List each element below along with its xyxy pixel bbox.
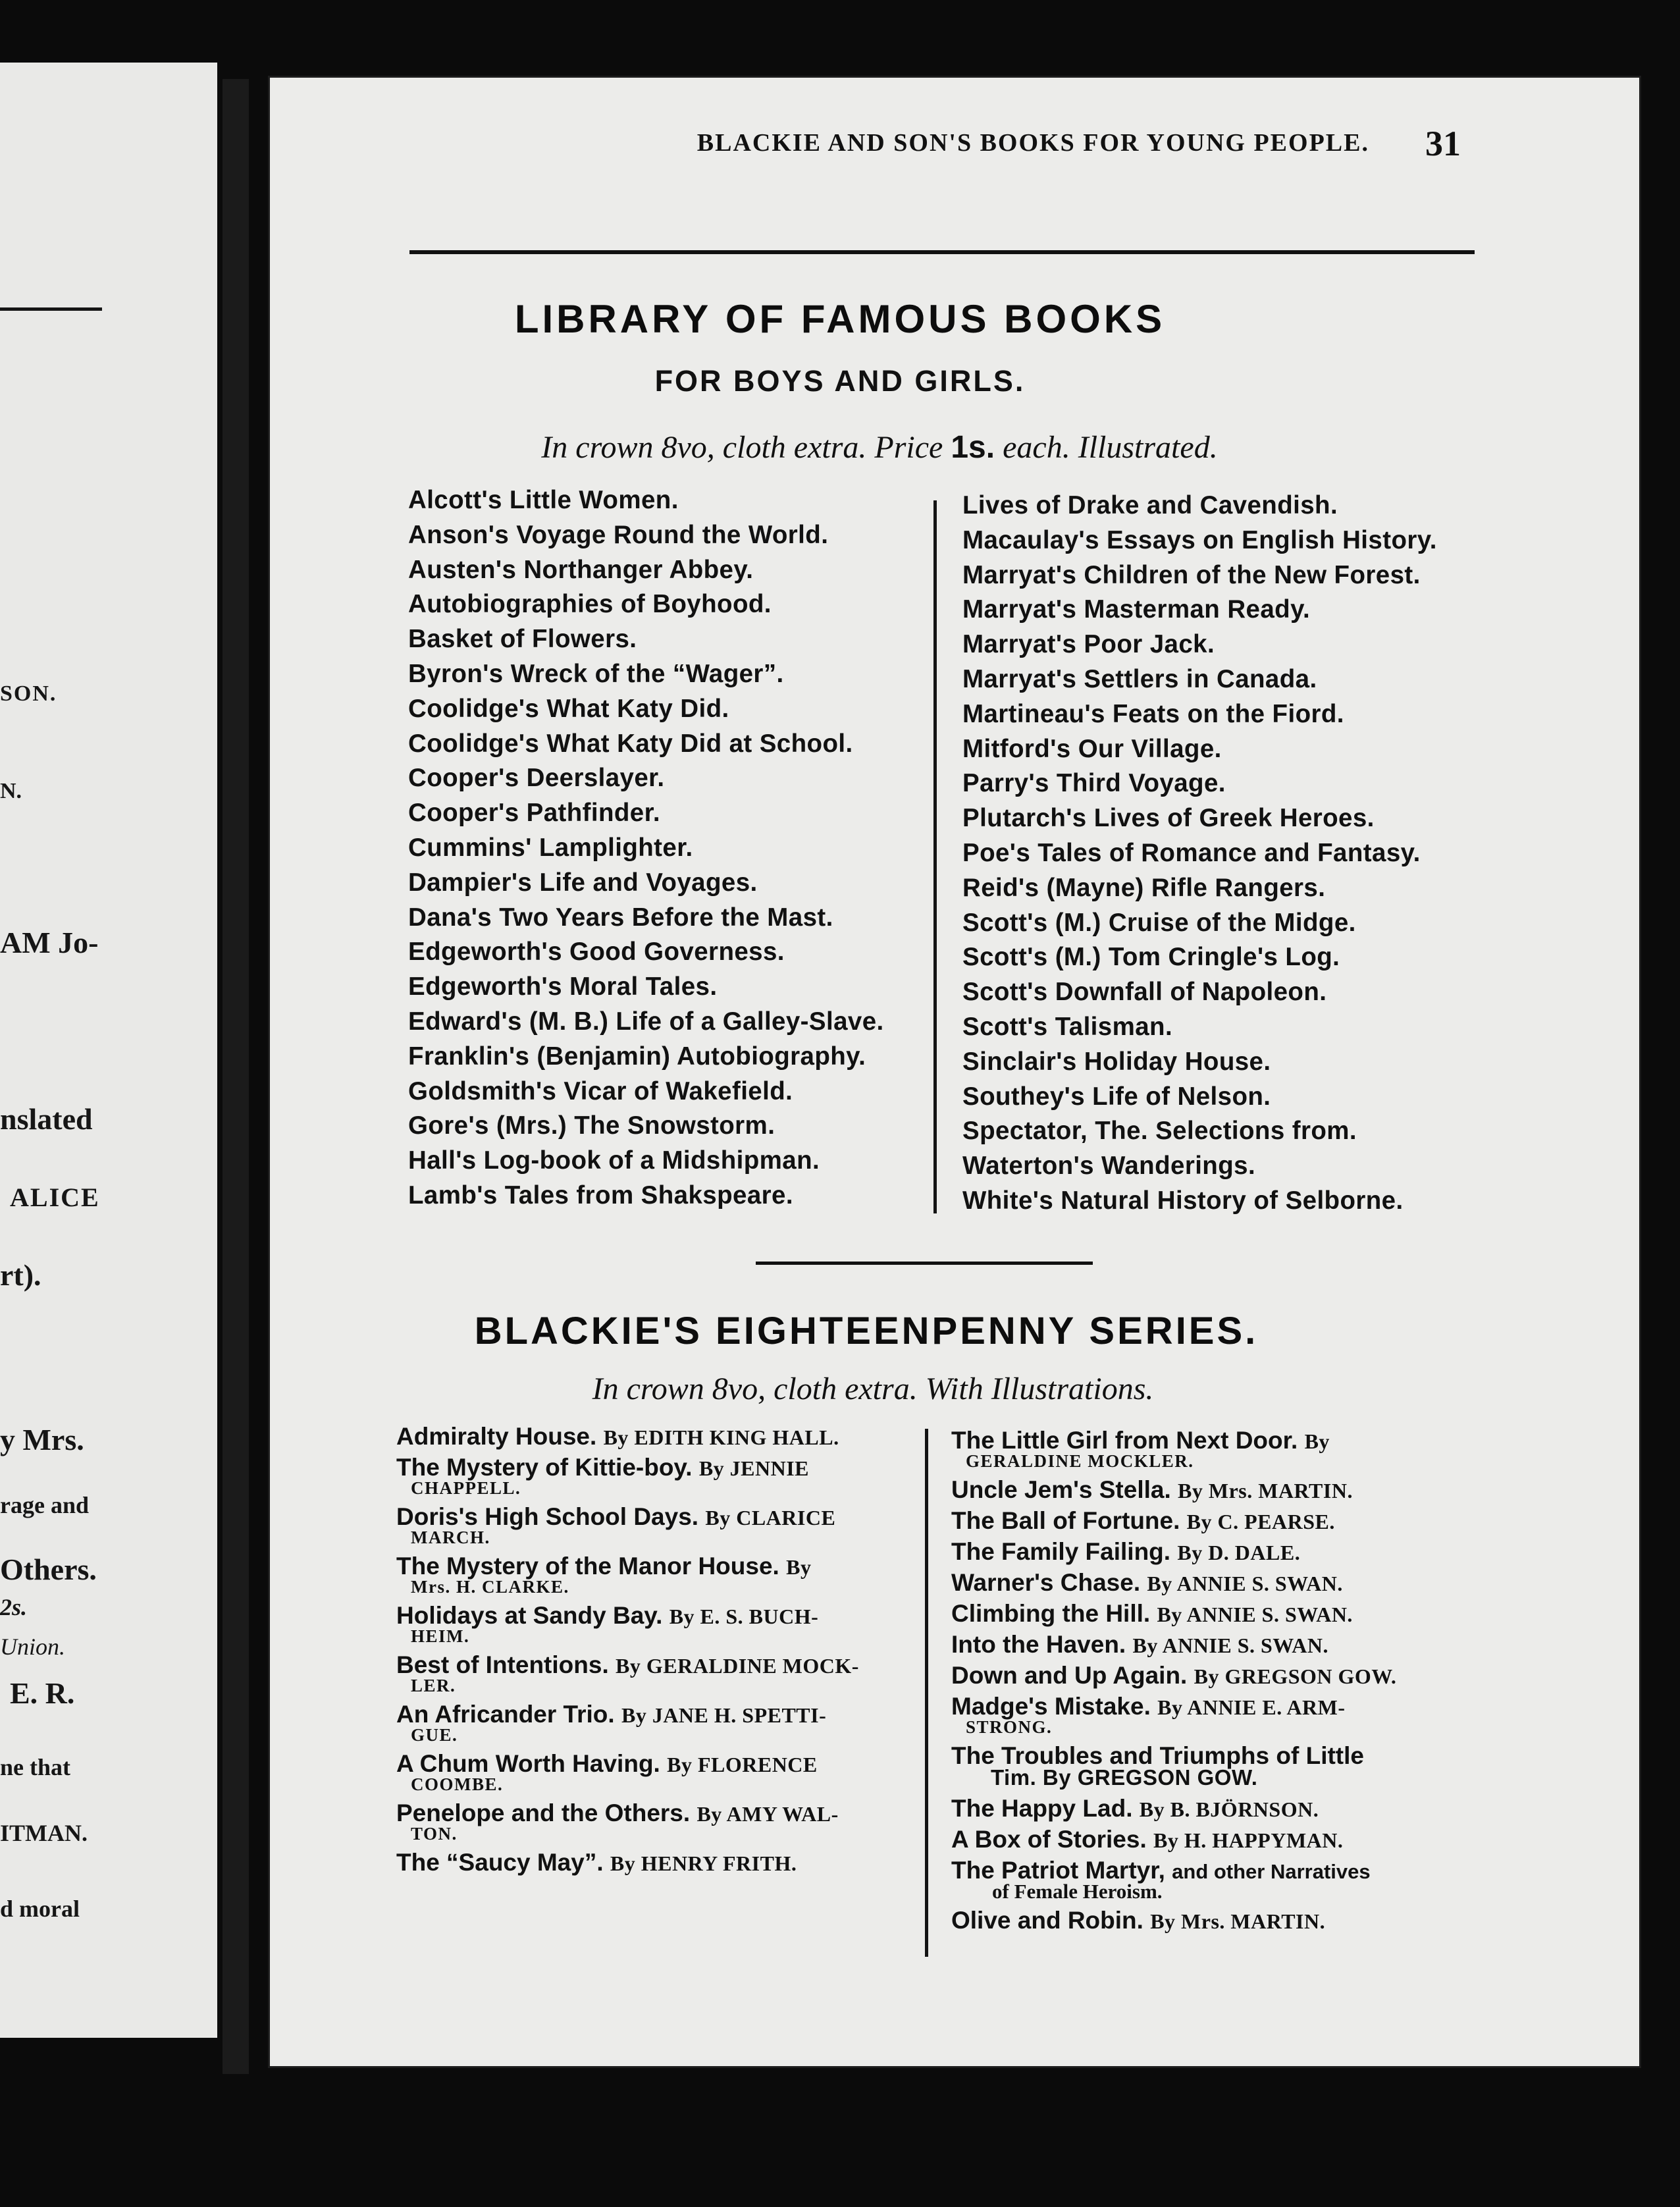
book-title: Basket of Flowers. bbox=[408, 625, 637, 654]
header-rule bbox=[409, 250, 1475, 254]
eighteenpenny-left-column bbox=[396, 1423, 859, 1883]
entry-author: By CLARICE bbox=[705, 1506, 836, 1529]
fragment: 2s. bbox=[0, 1594, 28, 1620]
book-title: Parry's Third Voyage. bbox=[962, 769, 1226, 798]
book-title: Scott's (M.) Cruise of the Midge. bbox=[962, 908, 1356, 937]
entry-author: By JENNIE bbox=[698, 1456, 810, 1480]
book-title: Plutarch's Lives of Greek Heroes. bbox=[962, 804, 1375, 833]
fragment: rt). bbox=[0, 1258, 41, 1292]
series-entry bbox=[951, 1600, 1396, 1627]
entry-title: The Mystery of Kittie-boy. bbox=[396, 1454, 693, 1481]
fragment: SON. bbox=[0, 681, 57, 706]
book-title: Goldsmith's Vicar of Wakefield. bbox=[408, 1077, 793, 1105]
entry-title: Warner's Chase. bbox=[951, 1569, 1141, 1596]
fragment: ITMAN. bbox=[0, 1820, 88, 1846]
entry-title: The Happy Lad. bbox=[951, 1795, 1133, 1822]
book-title: Cummins' Lamplighter. bbox=[408, 833, 693, 862]
book-title: Marryat's Children of the New Forest. bbox=[962, 560, 1421, 589]
entry-title: Down and Up Again. bbox=[951, 1662, 1188, 1689]
entry-title: The Mystery of the Manor House. bbox=[396, 1553, 779, 1580]
book-title: Franklin's (Benjamin) Autobiography. bbox=[408, 1042, 866, 1071]
series-entry bbox=[951, 1742, 1396, 1790]
price: 1s. bbox=[951, 430, 995, 465]
fragment: E. R. bbox=[10, 1676, 75, 1710]
fragment: ALICE bbox=[10, 1183, 100, 1212]
entry-title: Best of Intentions. bbox=[396, 1651, 609, 1678]
fragment: N. bbox=[0, 779, 22, 803]
series-entry bbox=[951, 1538, 1396, 1565]
entry-continuation: GERALDINE MOCKLER. bbox=[966, 1451, 1194, 1471]
book-title: Marryat's Poor Jack. bbox=[962, 630, 1215, 659]
entry-author: By JANE H. SPETTI- bbox=[621, 1703, 827, 1727]
fragment: ne that bbox=[0, 1754, 70, 1780]
book-title: Anson's Voyage Round the World. bbox=[408, 520, 829, 549]
book-title: Alcott's Little Women. bbox=[408, 486, 679, 514]
entry-author: and other Narratives bbox=[1172, 1860, 1371, 1883]
book-title: Coolidge's What Katy Did at School. bbox=[408, 729, 853, 758]
entry-author: By ANNIE E. ARM- bbox=[1157, 1695, 1346, 1719]
entry-title: Madge's Mistake. bbox=[951, 1693, 1151, 1720]
entry-author: By H. HAPPYMAN. bbox=[1153, 1828, 1344, 1852]
series-entry bbox=[396, 1454, 859, 1498]
page-number: 31 bbox=[1425, 124, 1461, 163]
entry-author: By Mrs. MARTIN. bbox=[1150, 1909, 1326, 1933]
entry-title: The Family Failing. bbox=[951, 1538, 1171, 1565]
book-title: Hall's Log-book of a Midshipman. bbox=[408, 1146, 820, 1175]
book-title: White's Natural History of Selborne. bbox=[962, 1186, 1404, 1215]
fragment: rage and bbox=[0, 1492, 89, 1518]
entry-title: Admiralty House. bbox=[396, 1423, 597, 1450]
eighteenpenny-format-note: In crown 8vo, cloth extra. With Illustrations. bbox=[592, 1371, 1154, 1406]
book-title: Lamb's Tales from Shakspeare. bbox=[408, 1181, 793, 1210]
library-format-note bbox=[39, 429, 1680, 465]
entry-title: Uncle Jem's Stella. bbox=[951, 1476, 1171, 1503]
entry-continuation: STRONG. bbox=[966, 1717, 1053, 1737]
eighteenpenny-right-column bbox=[951, 1427, 1397, 1941]
entry-title: An Africander Trio. bbox=[396, 1701, 615, 1728]
series-entry bbox=[951, 1693, 1396, 1737]
series-entry bbox=[951, 1907, 1396, 1934]
entry-title: The “Saucy May”. bbox=[396, 1849, 604, 1876]
entry-continuation: MARCH. bbox=[411, 1528, 490, 1547]
entry-continuation: LER. bbox=[411, 1676, 456, 1695]
entry-author: By HENRY FRITH. bbox=[610, 1851, 797, 1875]
book-title: Marryat's Settlers in Canada. bbox=[962, 664, 1317, 693]
entry-author: By FLORENCE bbox=[667, 1753, 818, 1776]
entry-continuation: HEIM. bbox=[411, 1626, 470, 1646]
series-entry bbox=[951, 1631, 1396, 1658]
library-title: LIBRARY OF FAMOUS BOOKS bbox=[514, 297, 1166, 341]
book-title: Gore's (Mrs.) The Snowstorm. bbox=[408, 1111, 775, 1140]
entry-author: By EDITH KING HALL. bbox=[603, 1425, 839, 1449]
series-entry bbox=[396, 1602, 859, 1646]
book-title: Autobiographies of Boyhood. bbox=[408, 590, 772, 619]
book-title: Martineau's Feats on the Fiord. bbox=[962, 699, 1344, 728]
book-title: Cooper's Pathfinder. bbox=[408, 799, 660, 828]
entry-title: Penelope and the Others. bbox=[396, 1799, 691, 1826]
entry-title: Doris's High School Days. bbox=[396, 1503, 699, 1530]
book-title: Edward's (M. B.) Life of a Galley-Slave. bbox=[408, 1007, 884, 1036]
book-title: Austen's Northanger Abbey. bbox=[408, 555, 754, 584]
series-entry bbox=[396, 1799, 859, 1844]
series-entry bbox=[396, 1651, 859, 1695]
entry-continuation: GUE. bbox=[411, 1725, 458, 1745]
format-note-pre: In crown 8vo, cloth extra. Price bbox=[541, 430, 943, 465]
fragment: d moral bbox=[0, 1896, 80, 1922]
book-title: Edgeworth's Moral Tales. bbox=[408, 972, 718, 1001]
series-entry bbox=[396, 1553, 859, 1597]
entry-continuation: Tim. By GREGSON GOW. bbox=[991, 1765, 1258, 1790]
entry-author: By E. S. BUCH- bbox=[669, 1605, 819, 1628]
fragment: Union. bbox=[0, 1634, 65, 1660]
series-entry bbox=[396, 1701, 859, 1745]
book-title: Poe's Tales of Romance and Fantasy. bbox=[962, 838, 1421, 867]
column-divider bbox=[933, 500, 937, 1213]
entry-title: The Little Girl from Next Door. bbox=[951, 1427, 1298, 1454]
series-entry bbox=[951, 1795, 1396, 1822]
series-entry bbox=[951, 1569, 1396, 1596]
entry-title: A Chum Worth Having. bbox=[396, 1750, 660, 1777]
library-left-column bbox=[408, 483, 884, 1213]
format-note-post: each. Illustrated. bbox=[1003, 430, 1218, 465]
section-rule bbox=[756, 1262, 1093, 1265]
series-entry bbox=[396, 1503, 859, 1547]
entry-continuation: CHAPPELL. bbox=[411, 1478, 521, 1498]
book-title: Edgeworth's Good Governess. bbox=[408, 938, 785, 967]
series-entry bbox=[396, 1750, 859, 1794]
column-divider bbox=[925, 1429, 928, 1957]
book-title: Mitford's Our Village. bbox=[962, 734, 1222, 763]
entry-title: Holidays at Sandy Bay. bbox=[396, 1602, 663, 1629]
book-title: Cooper's Deerslayer. bbox=[408, 764, 665, 793]
series-entry bbox=[396, 1423, 859, 1450]
book-title: Scott's (M.) Tom Cringle's Log. bbox=[962, 943, 1340, 972]
fragment: AM Jo- bbox=[0, 926, 99, 959]
book-title: Macaulay's Essays on English History. bbox=[962, 525, 1437, 554]
series-entry bbox=[396, 1849, 859, 1876]
entry-author: By C. PEARSE. bbox=[1186, 1510, 1335, 1533]
entry-author: By Mrs. MARTIN. bbox=[1178, 1479, 1353, 1502]
entry-title: Olive and Robin. bbox=[951, 1907, 1143, 1934]
book-title: Dampier's Life and Voyages. bbox=[408, 868, 758, 897]
fragment: y Mrs. bbox=[0, 1423, 84, 1456]
series-entry bbox=[951, 1476, 1396, 1503]
book-title: Lives of Drake and Cavendish. bbox=[962, 491, 1338, 519]
entry-author: By AMY WAL- bbox=[696, 1802, 839, 1826]
book-title: Scott's Talisman. bbox=[962, 1012, 1173, 1041]
entry-continuation: of Female Heroism. bbox=[992, 1880, 1163, 1903]
series-entry bbox=[951, 1662, 1397, 1689]
book-title: Spectator, The. Selections from. bbox=[962, 1117, 1357, 1146]
book-title: Dana's Two Years Before the Mast. bbox=[408, 903, 833, 932]
book-title: Scott's Downfall of Napoleon. bbox=[962, 978, 1327, 1007]
entry-continuation: COOMBE. bbox=[411, 1774, 504, 1794]
entry-title: Into the Haven. bbox=[951, 1631, 1126, 1658]
fragment: nslated bbox=[0, 1102, 93, 1136]
entry-author: By ANNIE S. SWAN. bbox=[1157, 1603, 1353, 1626]
library-subtitle: FOR BOYS AND GIRLS. bbox=[654, 364, 1026, 398]
entry-title: The Ball of Fortune. bbox=[951, 1507, 1180, 1534]
entry-title: Climbing the Hill. bbox=[951, 1600, 1151, 1627]
series-entry bbox=[951, 1826, 1396, 1853]
previous-page-edge bbox=[0, 63, 217, 2038]
entry-continuation: Mrs. H. CLARKE. bbox=[411, 1577, 569, 1597]
series-entry bbox=[951, 1857, 1396, 1903]
entry-title: The Troubles and Triumphs of Little bbox=[951, 1742, 1364, 1769]
entry-author: By ANNIE S. SWAN. bbox=[1132, 1634, 1328, 1657]
library-right-column bbox=[962, 489, 1437, 1219]
eighteenpenny-title: BLACKIE'S EIGHTEENPENNY SERIES. bbox=[474, 1310, 1259, 1352]
entry-continuation: TON. bbox=[411, 1824, 458, 1844]
book-title: Sinclair's Holiday House. bbox=[962, 1047, 1271, 1076]
fragment: Others. bbox=[0, 1553, 97, 1586]
entry-author: By D. DALE. bbox=[1177, 1541, 1301, 1564]
entry-author: By GREGSON GOW. bbox=[1194, 1664, 1397, 1688]
entry-title: The Patriot Martyr, bbox=[951, 1857, 1165, 1884]
entry-author: By bbox=[1304, 1429, 1330, 1453]
entry-author: By B. BJÖRNSON. bbox=[1139, 1797, 1319, 1821]
entry-title: A Box of Stories. bbox=[951, 1826, 1147, 1853]
series-entry bbox=[951, 1507, 1396, 1534]
entry-author: By bbox=[786, 1555, 812, 1579]
running-head-title: BLACKIE AND SON'S BOOKS FOR YOUNG PEOPLE. bbox=[696, 129, 1369, 157]
book-title: Marryat's Masterman Ready. bbox=[962, 595, 1311, 624]
book-title: Waterton's Wanderings. bbox=[962, 1152, 1256, 1181]
series-entry bbox=[951, 1427, 1396, 1471]
entry-author: By GERALDINE MOCK- bbox=[616, 1654, 859, 1678]
book-title: Coolidge's What Katy Did. bbox=[408, 694, 729, 723]
book-title: Reid's (Mayne) Rifle Rangers. bbox=[962, 873, 1326, 902]
book-title: Southey's Life of Nelson. bbox=[962, 1082, 1271, 1111]
book-title: Byron's Wreck of the “Wager”. bbox=[408, 659, 784, 688]
entry-author: By ANNIE S. SWAN. bbox=[1147, 1572, 1343, 1595]
